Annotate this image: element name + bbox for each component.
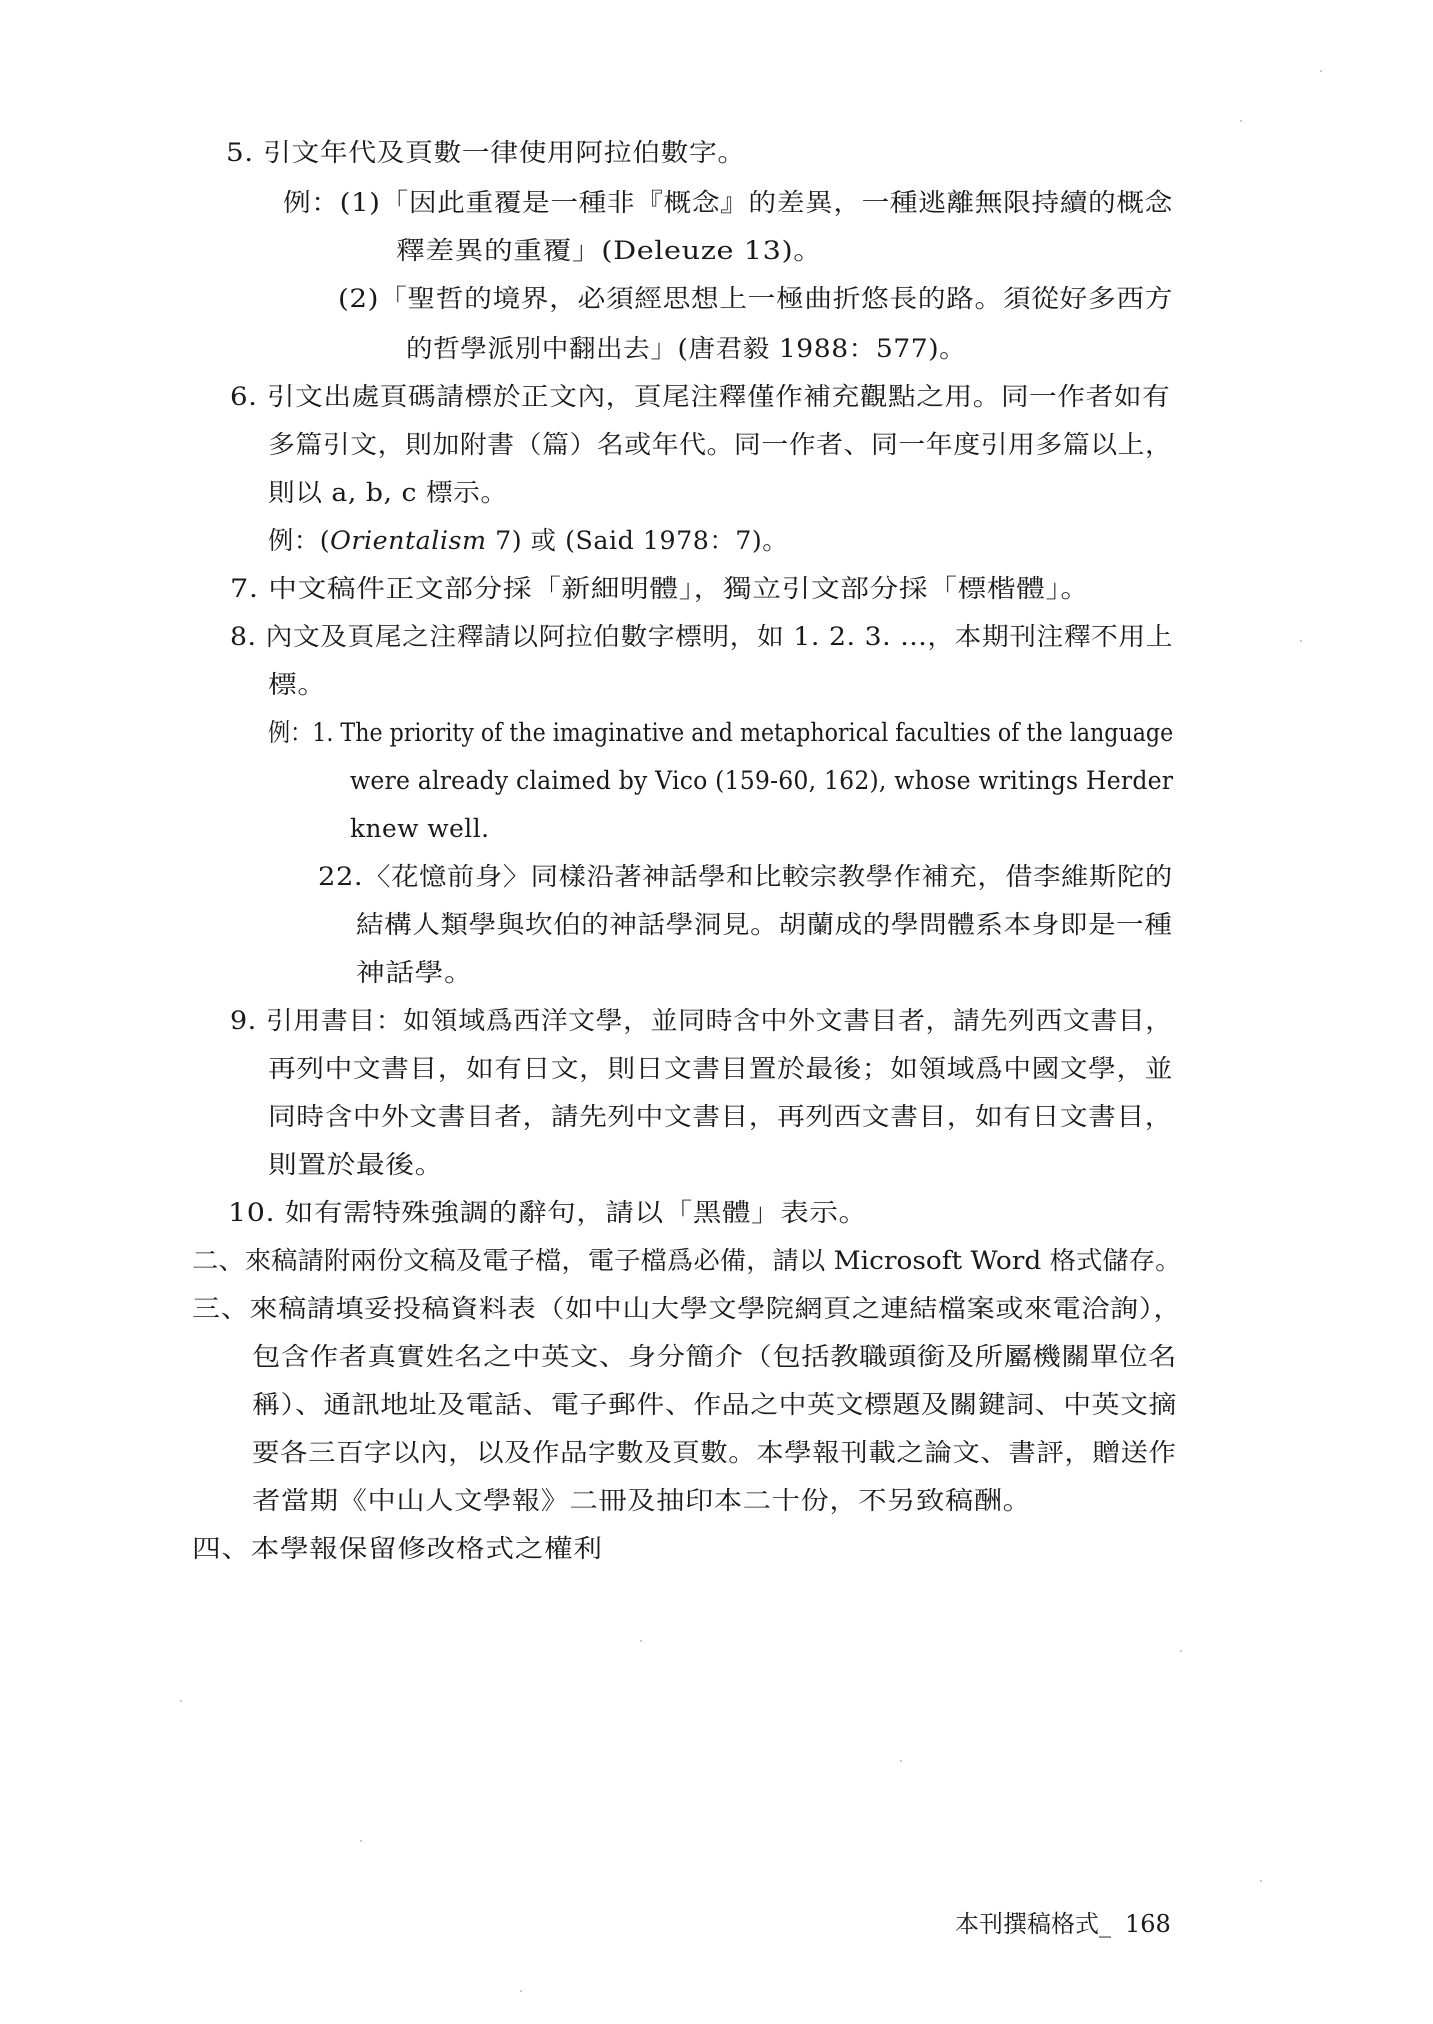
item-8-example-1-line-2: were already claimed by Vico (159-60, 162), whose writings Herder xyxy=(350,766,1174,795)
section-3-line-3: 稱）、通訊地址及電話、電子郵件、作品之中英文標題及關鍵詞、中英文摘 xyxy=(252,1390,1178,1419)
item-5-example-1-line-2: 釋差異的重覆」(Deleuze 13)。 xyxy=(396,236,823,265)
section-3-line-1: 三、來稿請填妥投稿資料表（如中山大學文學院網頁之連結檔案或來電洽詢）， xyxy=(192,1294,1183,1323)
item-9-line-3: 同時含中外文書目者，請先列中文書目，再列西文書目，如有日文書目， xyxy=(268,1102,1174,1131)
scan-speck xyxy=(360,1840,362,1842)
item-8-example-1-line-1: 例：1. The priority of the imaginative and metaphorical faculties of the language xyxy=(268,718,1174,747)
scan-speck xyxy=(1180,1650,1182,1652)
section-3-line-2: 包含作者真實姓名之中英文、身分簡介（包括教職頭銜及所屬機關單位名 xyxy=(252,1342,1178,1371)
item-6-line-3: 則以 a, b, c 標示。 xyxy=(268,478,508,507)
item-9-line-2: 再列中文書目，如有日文，則日文書目置於最後；如領域爲中國文學，並 xyxy=(268,1054,1174,1083)
item-6-example xyxy=(268,526,788,556)
item-8-example-2-line-1: 22.〈花憶前身〉同樣沿著神話學和比較宗教學作補充，借李維斯陀的 xyxy=(318,862,1173,891)
running-title: 本刊撰稿格式_ xyxy=(955,1910,1111,1938)
item-6-line-1: 6. 引文出處頁碼請標於正文內，頁尾注釋僅作補充觀點之用。同一作者如有 xyxy=(230,382,1171,411)
item-8-example-2-line-3: 神話學。 xyxy=(356,958,474,987)
section-3-line-4: 要各三百字以內，以及作品字數及頁數。本學報刊載之論文、書評，贈送作 xyxy=(252,1438,1177,1467)
item-10: 10. 如有需特殊強調的辭句，請以「黑體」表示。 xyxy=(228,1198,868,1227)
item-8-line-1: 8. 內文及頁尾之注釋請以阿拉伯數字標明，如 1. 2. 3. ...，本期刊注釋不用上 xyxy=(230,622,1174,651)
item-8-line-2: 標。 xyxy=(268,670,327,699)
item-9-line-1: 9. 引用書目：如領域爲西洋文學，並同時含中外文書目者，請先列西文書目， xyxy=(230,1006,1173,1035)
item-7: 7. 中文稿件正文部分採「新細明體」，獨立引文部分採「標楷體」。 xyxy=(230,574,1090,603)
scan-speck xyxy=(180,1700,182,1702)
item-5-example-2-line-1: (2)「聖哲的境界，必須經思想上一極曲折悠長的路。須從好多西方 xyxy=(338,284,1173,313)
item-6-example-book-title: Orientalism xyxy=(330,526,487,555)
item-8-example-2-line-2: 結構人類學與坎伯的神話學洞見。胡蘭成的學問體系本身即是一種 xyxy=(356,910,1173,939)
scan-speck xyxy=(1260,1880,1262,1882)
item-5: 5. 引文年代及頁數一律使用阿拉伯數字。 xyxy=(226,138,746,167)
scan-speck xyxy=(900,1760,902,1762)
scan-speck xyxy=(1300,640,1302,642)
scan-speck xyxy=(640,1640,642,1642)
item-6-example-prefix: 例：( xyxy=(268,526,331,555)
scan-speck xyxy=(1240,120,1242,122)
item-6-example-suffix: 7) 或 (Said 1978：7)。 xyxy=(486,526,789,555)
scan-speck xyxy=(1320,70,1322,72)
item-5-example-2-line-2: 的哲學派別中翻出去」(唐君毅 1988：577)。 xyxy=(406,334,967,363)
page-footer xyxy=(955,1910,1171,1938)
item-6-line-2: 多篇引文，則加附書（篇）名或年代。同一作者、同一年度引用多篇以上， xyxy=(268,430,1173,459)
section-2: 二、來稿請附兩份文稿及電子檔，電子檔爲必備，請以 Microsoft Word 格式儲存。 xyxy=(192,1246,1182,1275)
section-3-line-5: 者當期《中山人文學報》二冊及抽印本二十份，不另致稿酬。 xyxy=(252,1486,1032,1515)
scan-speck xyxy=(520,1990,522,1992)
item-9-line-4: 則置於最後。 xyxy=(268,1150,444,1179)
page-number: 168 xyxy=(1125,1910,1171,1938)
section-4: 四、本學報保留修改格式之權利 xyxy=(192,1534,603,1563)
item-5-example-1-line-1: 例：(1)「因此重覆是一種非『概念』的差異，一種逃離無限持續的概念 xyxy=(283,188,1173,217)
item-8-example-1-line-3: knew well. xyxy=(350,814,490,843)
